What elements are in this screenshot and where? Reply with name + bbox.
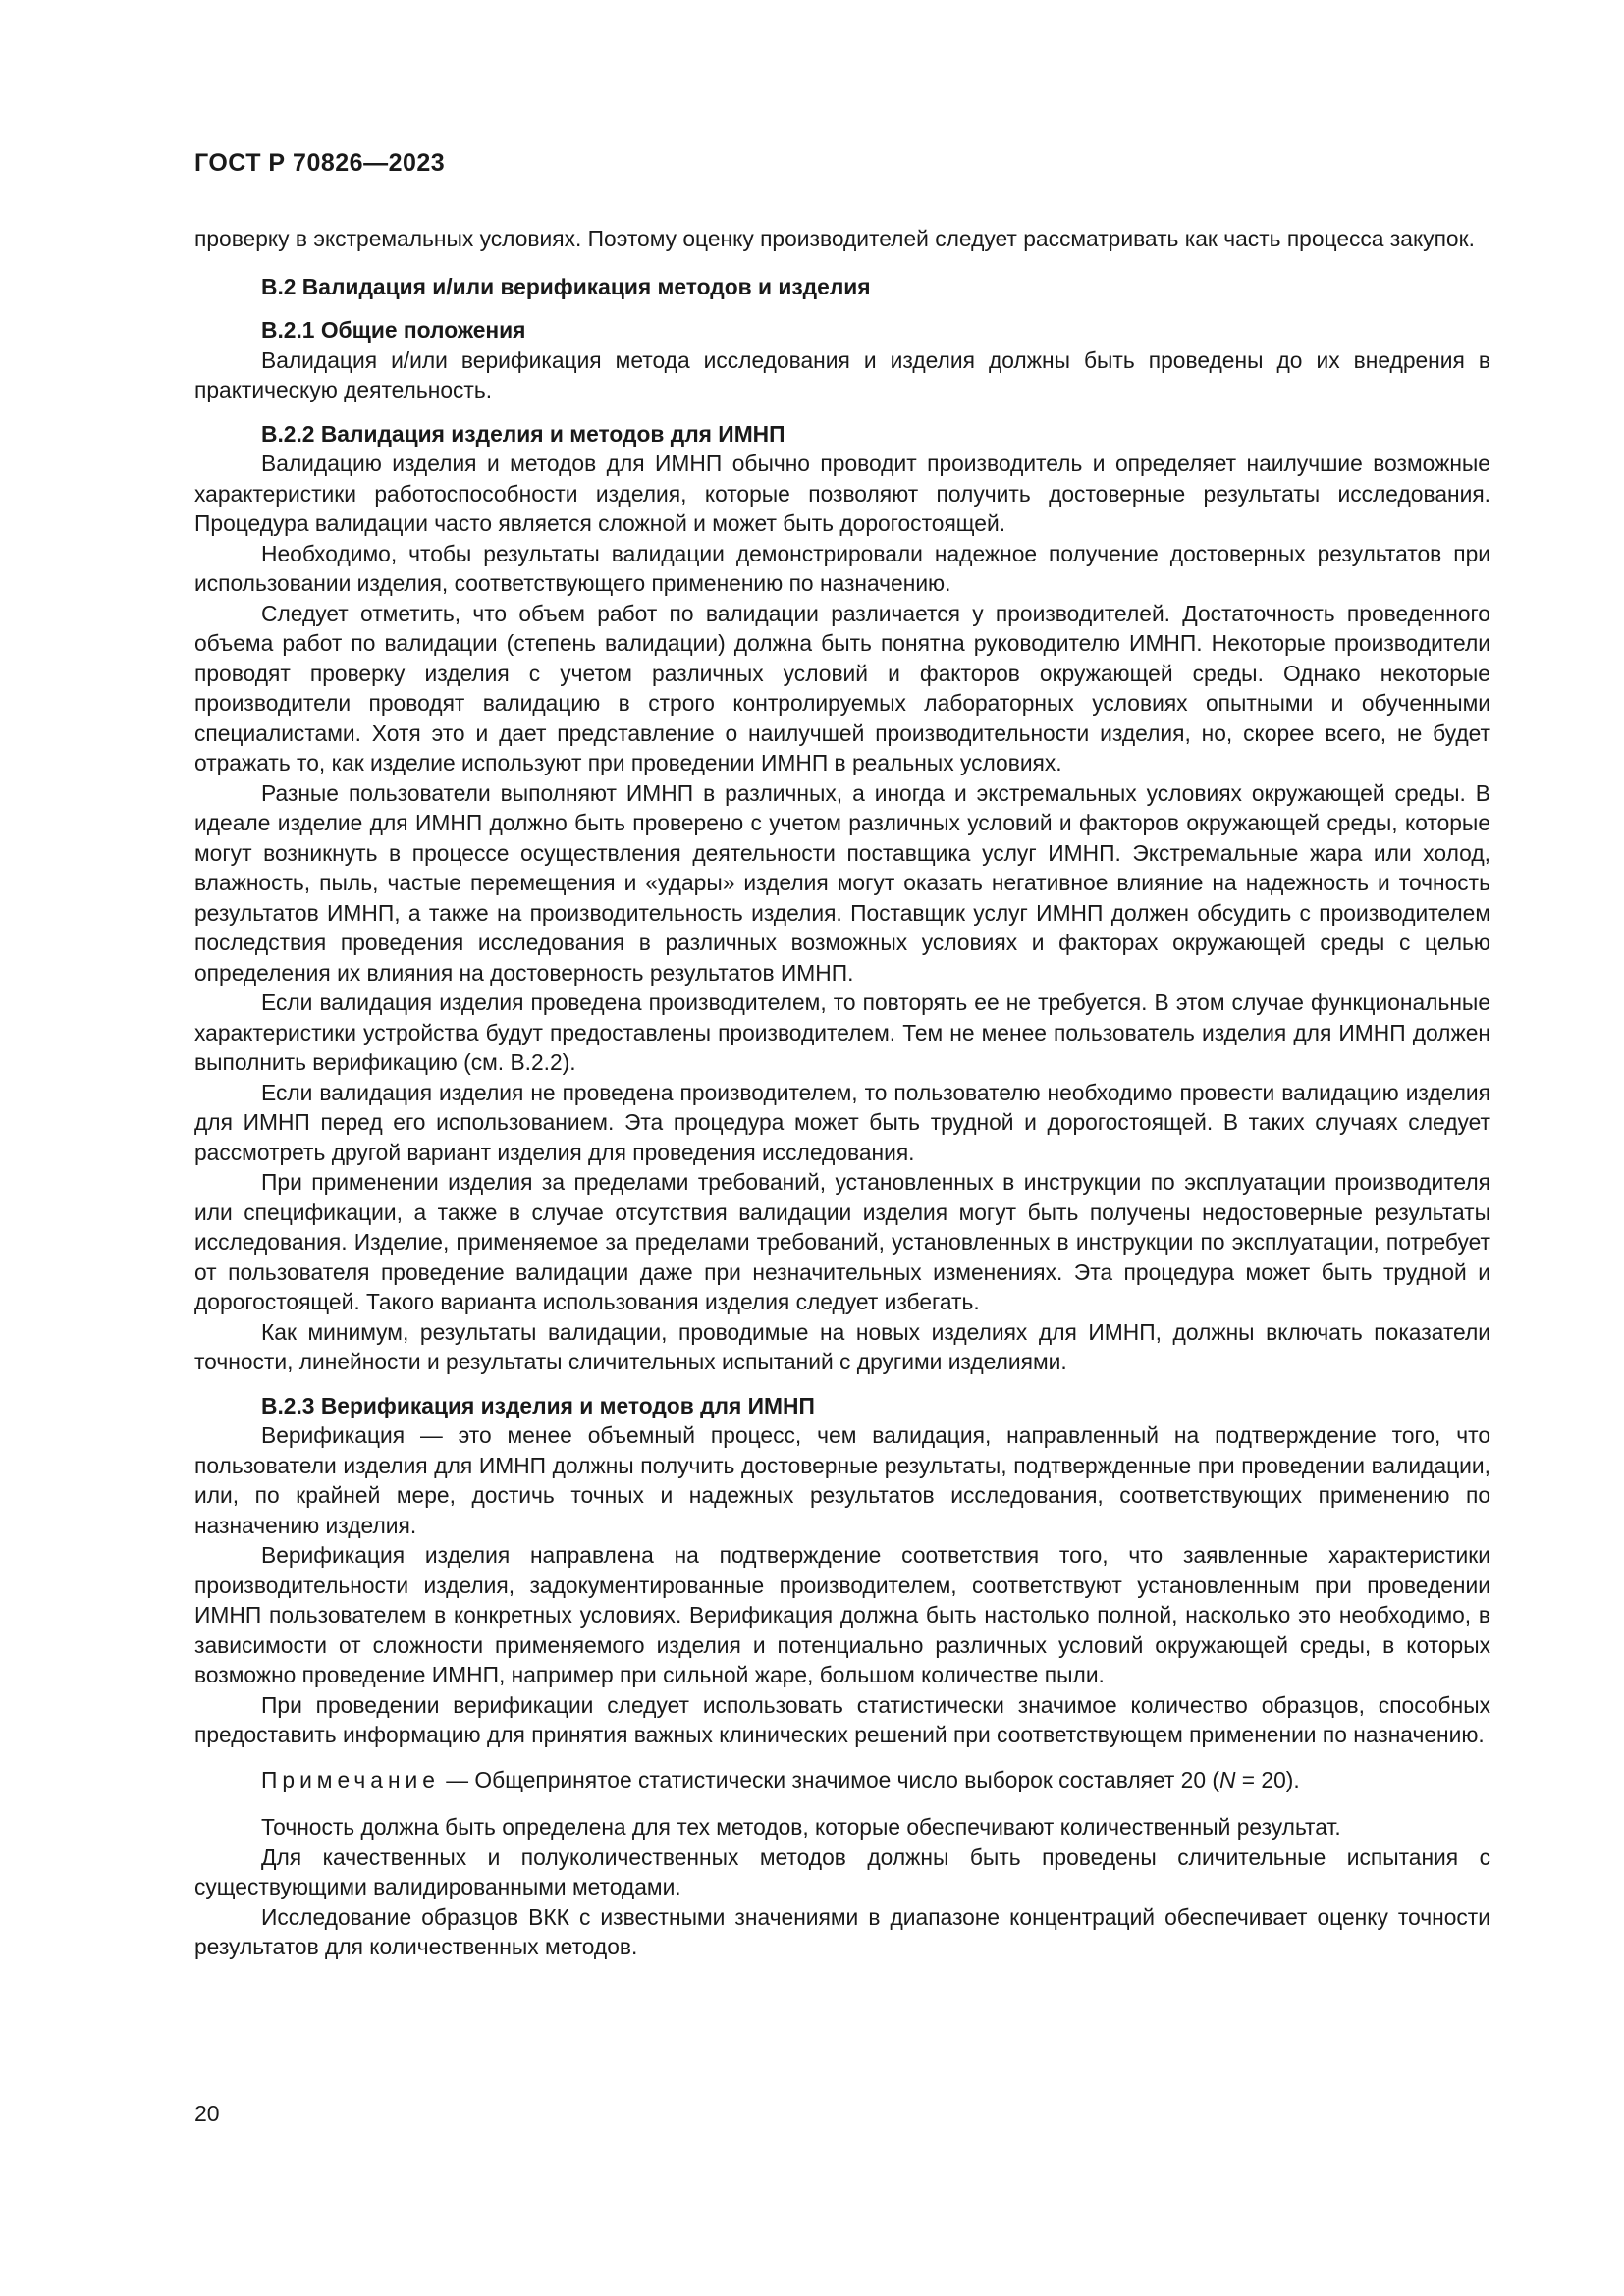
note-label: Примечание	[261, 1766, 440, 1792]
note-variable: N	[1218, 1766, 1236, 1792]
document-id: ГОСТ Р 70826—2023	[194, 149, 446, 177]
paragraph-b22-7: При применении изделия за пределами требований, установленных в инструкции по эксплуатации производителя или спецификации, а также в случае отсутствия валидации изделия могут быть получены недостоверные результаты исследования. Изделие, применяемое за пределами требований, установленных в инструкции по эксплуатации, потребует от пользователя проведение валидации даже при незначительных изменениях. Эта процедура может быть трудной и дорогостоящей. Такого варианта использования изделия следует избегать.	[194, 1169, 1490, 1314]
note	[194, 1765, 1490, 1795]
paragraph-b23-2: Верификация изделия направлена на подтверждение соответствия того, что заявленные характеристики производительности изделия, задокументированные производителем, соответствуют установленным при проведении ИМНП пользователем в конкретных условиях. Верификация должна быть настолько полной, насколько это необходимо, в зависимости от сложности применяемого изделия и потенциально различных условий окружающей среды, в которых возможно проведение ИМНП, например при сильной жаре, большом количестве пыли.	[194, 1542, 1490, 1687]
note-dash: —	[439, 1766, 475, 1792]
section-heading-b22: В.2.2 Валидация изделия и методов для ИМНП	[261, 420, 785, 447]
paragraph-b22-4: Разные пользователи выполняют ИМНП в различных, а иногда и экстремальных условиях окружающей среды. В идеале изделие для ИМНП должно быть проверено с учетом различных условий и факторов окружающей среды, которые могут возникнуть в процессе осуществления деятельности поставщика услуг ИМНП. Экстремальные жара или холод, влажность, пыль, частые перемещения и «удары» изделия могут оказать негативное влияние на надежность и точность результатов ИМНП, а также на производительность изделия. Поставщик услуг ИМНП должен обсудить с производителем последствия проведения исследования в различных возможных условиях и факторах окружающей среды с целью определения их влияния на достоверность результатов ИМНП.	[194, 779, 1490, 986]
page-body	[194, 224, 1490, 1962]
section-heading-b23: В.2.3 Верификация изделия и методов для ИМНП	[261, 1392, 815, 1418]
note-text-before: Общепринятое статистически значимое число выборок составляет 20 (	[474, 1766, 1219, 1792]
paragraph-b23-6: Исследование образцов ВКК с известными значениями в диапазоне концентраций обеспечивает оценку точности результатов для количественных методов.	[194, 1903, 1490, 1959]
paragraph-b22-3: Следует отметить, что объем работ по валидации различается у производителей. Достаточность проведенного объема работ по валидации (степень валидации) должна быть понятна руководителю ИМНП. Некоторые производители проводят проверку изделия с учетом различных условий и факторов окружающей среды. Однако некоторые производители проводят валидацию в строго контролируемых лабораторных условиях опытными и обученными специалистами. Хотя это и дает представление о наилучшей производительности изделия, но, скорее всего, не будет отражать то, как изделие используют при проведении ИМНП в реальных условиях.	[194, 600, 1490, 775]
paragraph-b23-3: При проведении верификации следует использовать статистически значимое количество образцов, способных предоставить информацию для принятия важных клинических решений при соответствующем применении по назначению.	[194, 1691, 1490, 1747]
page-number: 20	[194, 2101, 220, 2126]
section-heading-b2: В.2 Валидация и/или верификация методов и изделия	[261, 273, 871, 299]
paragraph-b23-1: Верификация — это менее объемный процесс, чем валидация, направленный на подтверждение того, что пользователи изделия для ИМНП должны получить достоверные результаты, подтвержденные при проведении валидации, или, по крайней мере, достичь точных и надежных результатов исследования, соответствующих применению по назначению изделия.	[194, 1422, 1490, 1538]
paragraph-b23-5: Для качественных и полуколичественных методов должны быть проведены сличительные испытания с существующими валидированными методами.	[194, 1843, 1490, 1899]
paragraph-b21-1: Валидация и/или верификация метода исследования и изделия должны быть проведены до их внедрения в практическую деятельность.	[194, 347, 1490, 402]
continuation-paragraph: проверку в экстремальных условиях. Поэтому оценку производителей следует рассматривать как часть процесса закупок.	[194, 226, 1475, 251]
paragraph-b23-4: Точность должна быть определена для тех методов, которые обеспечивают количественный результат.	[261, 1814, 1341, 1840]
paragraph-b22-8: Как минимум, результаты валидации, проводимые на новых изделиях для ИМНП, должны включать показатели точности, линейности и результаты сличительных испытаний с другими изделиями.	[194, 1318, 1490, 1374]
note-text-after: = 20).	[1235, 1766, 1300, 1792]
paragraph-b22-1: Валидацию изделия и методов для ИМНП обычно проводит производитель и определяет наилучшие возможные характеристики работоспособности изделия, которые позволяют получить достоверные результаты исследования. Процедура валидации часто является сложной и может быть дорогостоящей.	[194, 451, 1490, 536]
paragraph-b22-5: Если валидация изделия проведена производителем, то повторять ее не требуется. В этом случае функциональные характеристики устройства будут предоставлены производителем. Тем не менее пользователь изделия для ИМНП должен выполнить верификацию (см. В.2.2).	[194, 989, 1490, 1075]
paragraph-b22-6: Если валидация изделия не проведена производителем, то пользователю необходимо провести валидацию изделия для ИМНП перед его использованием. Эта процедура может быть трудной и дорогостоящей. В таких случаях следует рассмотреть другой вариант изделия для проведения исследования.	[194, 1079, 1490, 1165]
paragraph-b22-2: Необходимо, чтобы результаты валидации демонстрировали надежное получение достоверных результатов при использовании изделия, соответствующего применению по назначению.	[194, 540, 1490, 596]
section-heading-b21: В.2.1 Общие положения	[261, 317, 526, 343]
